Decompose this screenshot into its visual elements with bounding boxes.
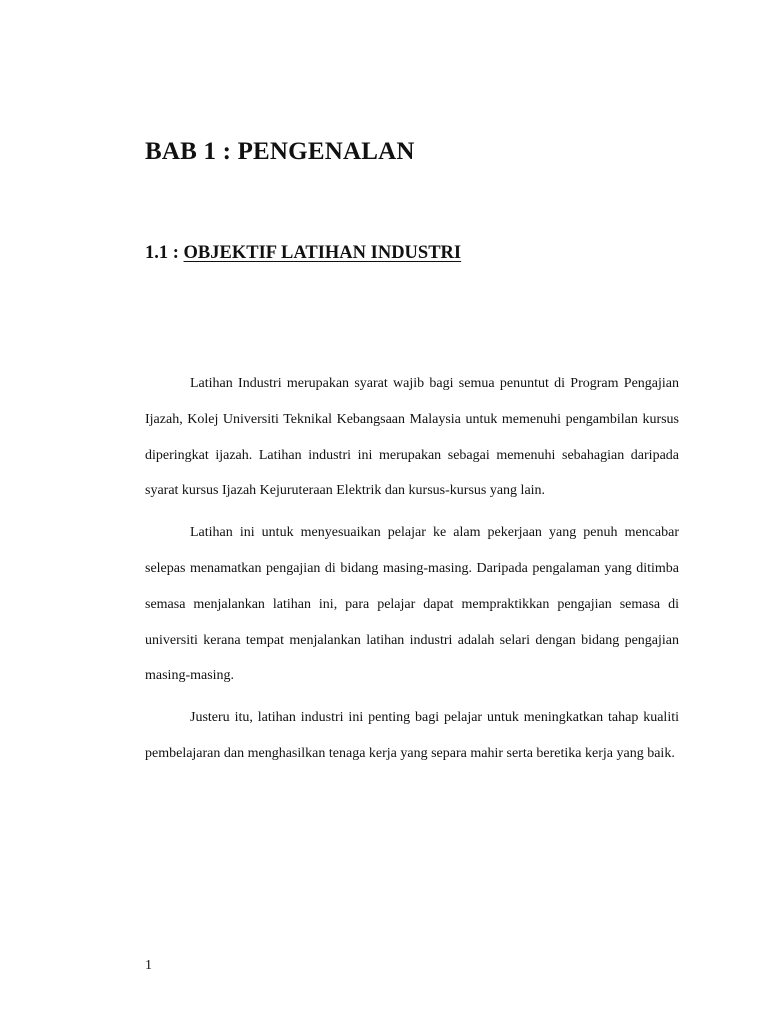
paragraph-3: Justeru itu, latihan industri ini penting bagi pelajar untuk meningkatkan tahap kualiti pembelajaran dan menghasilkan tenaga kerja yang separa mahir serta beretika kerja yang baik. bbox=[145, 710, 679, 761]
section-heading bbox=[145, 243, 461, 264]
section-number: 1.1 : bbox=[145, 243, 184, 263]
section-title: OBJEKTIF LATIHAN INDUSTRI bbox=[183, 243, 462, 263]
paragraph-1: Latihan Industri merupakan syarat wajib bagi semua penuntut di Program Pengajian Ijazah, Kolej Universiti Teknikal Kebangsaan Malaysia untuk memenuhi pengambilan kursus diperingkat ijazah. Latihan industri ini merupakan sebagai memenuhi sebahagian daripada syarat kursus Ijazah Kejuruteraan Elektrik dan kursus-kursus yang lain. bbox=[145, 376, 679, 499]
page-number: 1 bbox=[145, 958, 152, 973]
body-text bbox=[145, 366, 679, 772]
chapter-title: BAB 1 : PENGENALAN bbox=[145, 138, 415, 165]
paragraph-2: Latihan ini untuk menyesuaikan pelajar ke alam pekerjaan yang penuh mencabar selepas menamatkan pengajian di bidang masing-masing. Daripada pengalaman yang ditimba semasa menjalankan latihan ini, para pelajar dapat mempraktikkan pengajian semasa di universiti kerana tempat menjalankan latihan industri adalah selari dengan bidang pengajian masing-masing. bbox=[145, 525, 679, 684]
